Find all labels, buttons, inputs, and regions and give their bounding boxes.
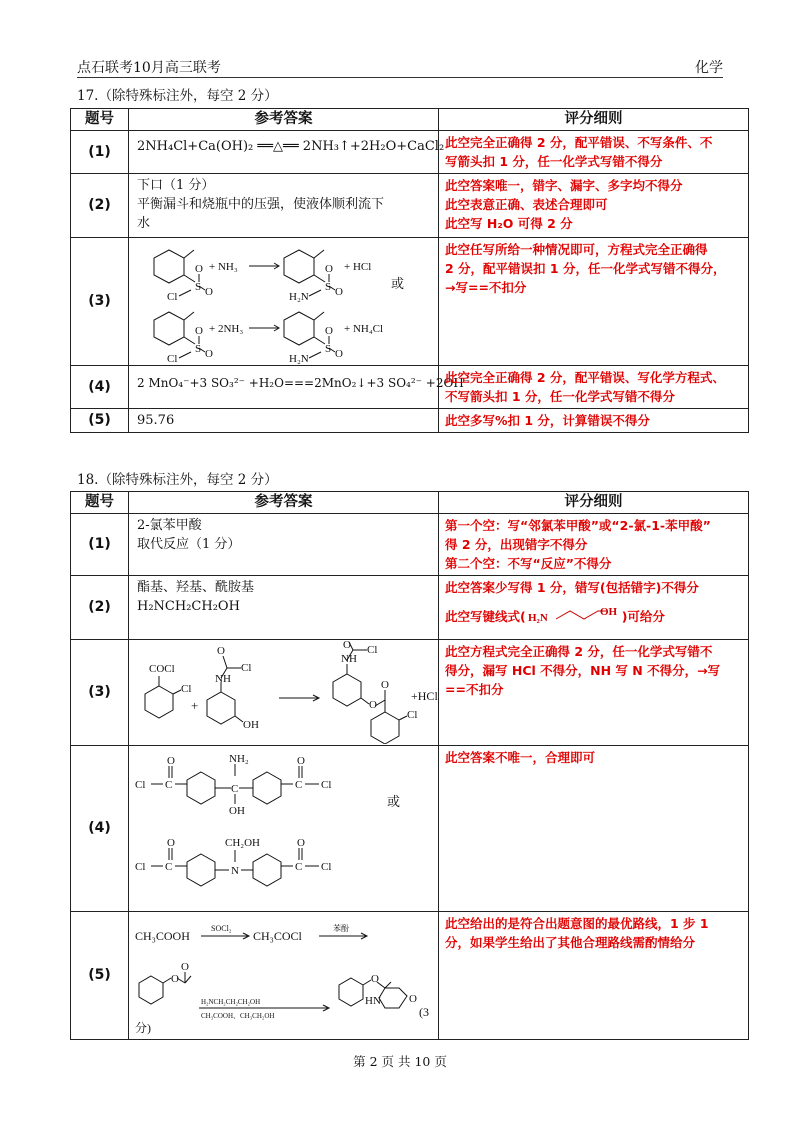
col-no: 题号 — [71, 109, 129, 131]
svg-text:S: S — [195, 281, 202, 293]
ethanolamine-skeletal-formula — [526, 605, 622, 627]
svg-text:Cl: Cl — [167, 291, 178, 303]
svg-text:O: O — [325, 325, 333, 337]
svg-text:O: O — [297, 755, 305, 767]
svg-text:CH₃COOH、CH₃CH₂OH: CH₃COOH、CH₃CH₂OH — [201, 1012, 275, 1020]
svg-text:C: C — [295, 861, 303, 873]
col-rule: 评分细则 — [439, 109, 749, 131]
svg-text:O: O — [343, 640, 351, 651]
svg-text:O: O — [205, 348, 213, 360]
svg-text:Cl: Cl — [181, 683, 192, 695]
page-header — [77, 57, 723, 78]
or-text: 或 — [387, 794, 401, 809]
svg-text:Cl: Cl — [135, 779, 146, 791]
svg-text:Cl: Cl — [241, 662, 252, 674]
svg-text:S: S — [325, 343, 332, 355]
svg-text:O: O — [195, 325, 203, 337]
svg-text:NH: NH — [215, 673, 231, 685]
svg-text:Cl: Cl — [135, 861, 146, 873]
table-row: (4) 2 MnO₄⁻+3 SO₃²⁻ +H₂O===2MnO₂↓+3 SO₄²⁻ +2OH⁻ 此空完全正确得 2 分，配平错误、写化学方程式、 不写箭头扣 1 分，任一化学式写错不得分 — [71, 366, 749, 409]
svg-text:NH: NH — [341, 653, 357, 665]
svg-text:+: + — [191, 698, 199, 713]
col-answer: 参考答案 — [129, 109, 439, 131]
reagent-2nh3: + 2NH₃ — [209, 323, 244, 335]
table-row: (2) 酯基、羟基、酰胺基 H₂NCH₂CH₂OH 此空答案少写得 1 分，错写(包括错字)不得分 此空写键线式( H₂N OH )可给分 — [71, 576, 749, 640]
table-row: (3) S O O Cl + NH₃ S O O H₂N + HCl 或 S O O Cl + 2NH₃ S O O H₂N + NH₄Cl 此空任写所给一种情况即可，方程式完全正确得 2 分，配平错误扣 1 分，任一化学式写错不得分， →写==不扣分 — [71, 238, 749, 366]
svg-text:HN: HN — [365, 995, 381, 1007]
svg-text:(3: (3 — [419, 1005, 429, 1019]
svg-text:O: O — [205, 286, 213, 298]
svg-text:SOCl₂: SOCl₂ — [211, 924, 232, 933]
svg-text:H₂N: H₂N — [289, 291, 309, 303]
svg-text:O: O — [371, 973, 379, 985]
table-row: (5) CH₃COOH SOCl₂ CH₃COCl 苯酚 O O H₂NCH₂CH₂CH₂OH CH₃COOH、CH₃CH₂OH O HN O (3 分) 此空给出的是符合出题意图的最优路线，1 步 1 分，如果学生给出了其他合理路线需酌情给分 — [71, 912, 749, 1040]
svg-text:O: O — [167, 837, 175, 849]
col-no: 题号 — [71, 492, 129, 514]
svg-text:O: O — [217, 645, 225, 657]
synthesis-route-diagram — [129, 912, 439, 1038]
table-row: (5) 95.76 此空多写%扣 1 分，计算错误不得分 — [71, 409, 749, 433]
svg-text:O: O — [171, 973, 179, 985]
svg-text:Cl: Cl — [367, 644, 378, 656]
svg-text:O: O — [335, 286, 343, 298]
svg-text:O: O — [167, 755, 175, 767]
svg-text:O: O — [325, 263, 333, 275]
col-rule: 评分细则 — [439, 492, 749, 514]
svg-text:Cl: Cl — [407, 709, 418, 721]
svg-text:Cl: Cl — [321, 861, 332, 873]
svg-text:S: S — [195, 343, 202, 355]
header-left: 点石联考10月高三联考 — [77, 60, 221, 76]
svg-text:COCl: COCl — [149, 663, 175, 675]
or-text: 或 — [391, 276, 405, 291]
sulfonamide-reaction-diagram — [129, 238, 439, 364]
table-row: (2) 下口（1 分） 平衡漏斗和烧瓶中的压强，使液体顺利流下 水 此空答案唯一，错字、漏字、多字均不得分 此空表意正确、表述合理即可 此空写 H₂O 可得 2 分 — [71, 174, 749, 238]
svg-text:C: C — [165, 861, 173, 873]
svg-text:C: C — [231, 783, 239, 795]
svg-text:C: C — [165, 779, 173, 791]
table-row: (1) 2-氯苯甲酸 取代反应（1 分） 第一个空：写“邻氯苯甲酸”或“2-氯-1-苯甲酸” 得 2 分，出现错字不得分 第二个空：不写“反应”不得分 — [71, 514, 749, 576]
amide-ester-reaction-diagram — [129, 640, 439, 744]
svg-text:苯酚: 苯酚 — [333, 924, 349, 933]
svg-text:OH: OH — [243, 719, 259, 731]
q18-table — [70, 491, 749, 1040]
svg-text:Cl: Cl — [321, 779, 332, 791]
svg-text:O: O — [181, 961, 189, 973]
svg-text:CH₃COCl: CH₃COCl — [253, 929, 302, 943]
svg-text:N: N — [231, 865, 239, 877]
reagent-hcl: + HCl — [344, 261, 372, 273]
svg-text:O: O — [335, 348, 343, 360]
table-row: (3) COCl Cl + NH O Cl OH NH O Cl O O Cl +HCl 此空方程式完全正确得 2 分，任一化学式写错不 得分，漏写 HCl 不得分，NH 写 N 不得分，→写 ==不扣分 — [71, 640, 749, 746]
q17-table — [70, 108, 749, 433]
svg-text:O: O — [381, 679, 389, 691]
svg-text:+HCl: +HCl — [411, 689, 438, 703]
svg-text:S: S — [325, 281, 332, 293]
svg-text:O: O — [195, 263, 203, 275]
svg-text:NH₂: NH₂ — [229, 753, 249, 765]
svg-text:OH: OH — [599, 606, 617, 618]
q18-title: 18.（除特殊标注外，每空 2 分） — [77, 472, 278, 488]
svg-text:OH: OH — [229, 805, 245, 817]
svg-text:H₂N: H₂N — [527, 612, 548, 624]
svg-text:O: O — [409, 993, 417, 1005]
q17-title: 17.（除特殊标注外，每空 2 分） — [77, 88, 278, 104]
reagent-nh4cl: + NH₄Cl — [344, 323, 384, 335]
diacyl-chloride-structures — [129, 746, 439, 910]
reagent-nh3: + NH₃ — [209, 261, 238, 273]
header-right: 化学 — [695, 60, 723, 76]
svg-text:CH₃COOH: CH₃COOH — [135, 929, 190, 943]
svg-text:O: O — [369, 699, 377, 711]
svg-text:Cl: Cl — [167, 353, 178, 364]
svg-text:C: C — [295, 779, 303, 791]
svg-text:H₂N: H₂N — [289, 353, 309, 364]
svg-text:H₂NCH₂CH₂CH₂OH: H₂NCH₂CH₂CH₂OH — [201, 998, 261, 1006]
svg-text:分): 分) — [135, 1021, 151, 1035]
svg-text:O: O — [297, 837, 305, 849]
page-footer: 第 2 页 共 10 页 — [353, 1054, 447, 1069]
col-answer: 参考答案 — [129, 492, 439, 514]
table-row: (1) 2NH₄Cl+Ca(OH)₂ ══△══ 2NH₃↑+2H₂O+CaCl₂ 此空完全正确得 2 分，配平错误、不写条件、不 写箭头扣 1 分，任一化学式写错不得分 — [71, 131, 749, 174]
table-row: (4) Cl C O NH₂ C OH C O Cl 或 Cl C O CH₂OH N C O Cl 此空答案不唯一，合理即可 — [71, 746, 749, 912]
svg-text:CH₂OH: CH₂OH — [225, 837, 261, 849]
